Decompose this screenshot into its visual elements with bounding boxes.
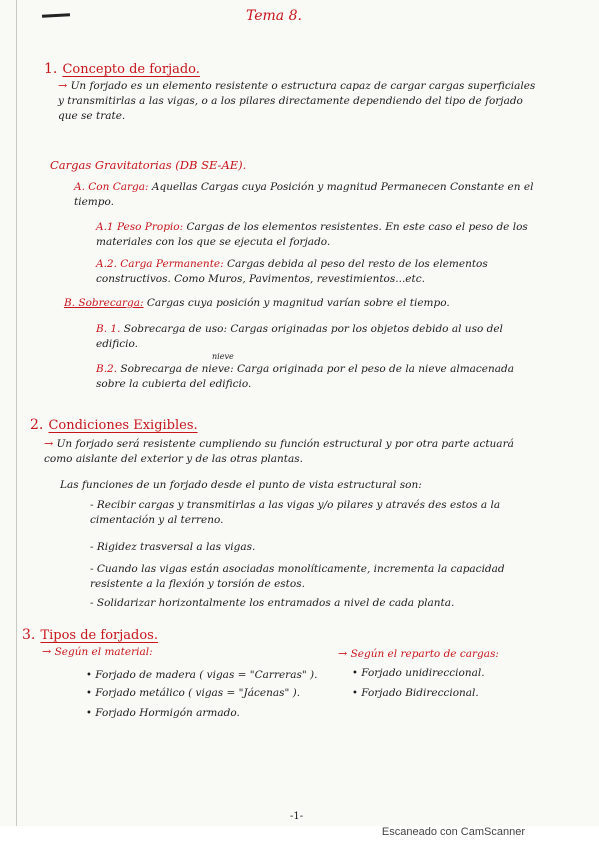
section3-left-item-1 bbox=[86, 668, 317, 683]
cargas-a bbox=[74, 180, 534, 210]
bullet-icon: • bbox=[352, 688, 358, 699]
section1-text: Un forjado es un elemento resistente o estructura capaz de cargar cargas superficiales y transmitirlas a las vigas, o a los pilares directamente dependiendo del tipo de forjado que se trate. bbox=[58, 80, 536, 122]
page-number: -1- bbox=[290, 811, 304, 822]
section1-heading bbox=[44, 58, 200, 77]
section3-left-item-3 bbox=[86, 706, 240, 721]
cargas-b1 bbox=[96, 322, 536, 352]
arrow-icon: → bbox=[44, 437, 54, 450]
section2-body bbox=[44, 436, 534, 467]
cargas-b bbox=[64, 296, 534, 311]
cargas-a-label: A. Con Carga: bbox=[74, 181, 149, 193]
cargas-b-label: B. Sobrecarga: bbox=[64, 297, 144, 309]
section3-left-item-2-text: Forjado metálico ( vigas = "Jácenas" ). bbox=[95, 687, 301, 699]
cargas-b2-label: B.2. bbox=[96, 363, 118, 375]
bullet-icon: • bbox=[86, 708, 92, 719]
section3-number: 3. bbox=[22, 627, 36, 643]
section3-right-item-1 bbox=[352, 666, 485, 681]
arrow-icon: → bbox=[42, 645, 52, 658]
section2-intro: Las funciones de un forjado desde el punto de vista estructural son: bbox=[60, 479, 422, 491]
section3-left-item-2 bbox=[86, 686, 300, 701]
cargas-a1 bbox=[96, 220, 542, 250]
section3-right-heading bbox=[338, 646, 499, 662]
bullet-icon: • bbox=[86, 670, 92, 681]
page-title: Tema 8. bbox=[246, 8, 302, 24]
section3-title: Tipos de forjados. bbox=[40, 628, 158, 643]
arrow-icon: → bbox=[338, 647, 348, 660]
section2-number: 2. bbox=[30, 417, 44, 433]
cargas-b-text: Cargas cuya posición y magnitud varían sobre el tiempo. bbox=[146, 297, 450, 309]
arrow-icon: → bbox=[58, 79, 68, 92]
section2-item-1: - Recibir cargas y transmitirlas a las vigas y/o pilares y através des estos a la cimentación y al terreno. bbox=[90, 499, 501, 526]
cargas-a1-label: A.1 Peso Propio: bbox=[96, 221, 184, 233]
scanner-footer-text: Escaneado con CamScanner bbox=[381, 826, 525, 838]
cargas-a-text: Aquellas Cargas cuya Posición y magnitud Permanecen Constante en el tiempo. bbox=[74, 181, 534, 208]
section3-right-item-2 bbox=[352, 686, 479, 701]
cargas-a2-text: Cargas debida al peso del resto de los elementos constructivos. Como Muros, Pavimentos, revestimientos...etc. bbox=[96, 258, 488, 285]
cargas-a2 bbox=[96, 257, 542, 287]
cargas-b1-text: Sobrecarga de uso: Cargas originadas por los objetos debido al uso del edificio. bbox=[96, 323, 503, 350]
section2-item-3: - Cuando las vigas están asociadas monolíticamente, incrementa la capacidad resistente a la flexión y torsión de estos. bbox=[90, 563, 505, 590]
cargas-b1-label: B. 1. bbox=[96, 323, 121, 335]
section2-item-2: - Rigidez trasversal a las vigas. bbox=[90, 541, 256, 553]
section3-left-item-3-text: Forjado Hormigón armado. bbox=[95, 707, 240, 719]
header-mark bbox=[42, 13, 70, 17]
section3-heading bbox=[22, 624, 158, 643]
section2-item-4: - Solidarizar horizontalmente los entramados a nivel de cada planta. bbox=[90, 597, 455, 609]
bullet-icon: • bbox=[352, 668, 358, 679]
section3-right-item-2-text: Forjado Bidireccional. bbox=[361, 687, 479, 699]
section1-number: 1. bbox=[44, 61, 58, 77]
cargas-b2-note: nieve bbox=[212, 352, 234, 361]
section2-heading bbox=[30, 414, 198, 433]
section3-right-title: Según el reparto de cargas: bbox=[350, 648, 499, 660]
cargas-a2-label: A.2. Carga Permanente: bbox=[96, 258, 224, 270]
section3-left-title: Según el material: bbox=[54, 646, 153, 658]
section2-title: Condiciones Exigibles. bbox=[48, 418, 198, 433]
section3-right-item-1-text: Forjado unidireccional. bbox=[361, 667, 485, 679]
section1-body bbox=[58, 78, 538, 124]
page-edge-line bbox=[16, 0, 17, 848]
cargas-heading: Cargas Gravitatorias (DB SE-AE). bbox=[50, 158, 247, 172]
section3-left-heading bbox=[42, 644, 153, 660]
section3-left-item-1-text: Forjado de madera ( vigas = "Carreras" ). bbox=[95, 669, 318, 681]
section2-text: Un forjado será resistente cumpliendo su función estructural y por otra parte actuará como aislante del exterior y de las otras plantas. bbox=[44, 438, 514, 465]
cargas-b2-text: Sobrecarga de nieve: Carga originada por el peso de la nieve almacenada sobre la cubierta del edificio. bbox=[96, 363, 515, 390]
section1-title: Concepto de forjado. bbox=[62, 62, 200, 77]
cargas-a1-text: Cargas de los elementos resistentes. En este caso el peso de los materiales con los que se ejecuta el forjado. bbox=[96, 221, 528, 248]
bullet-icon: • bbox=[86, 688, 92, 699]
cargas-b2 bbox=[96, 362, 536, 392]
